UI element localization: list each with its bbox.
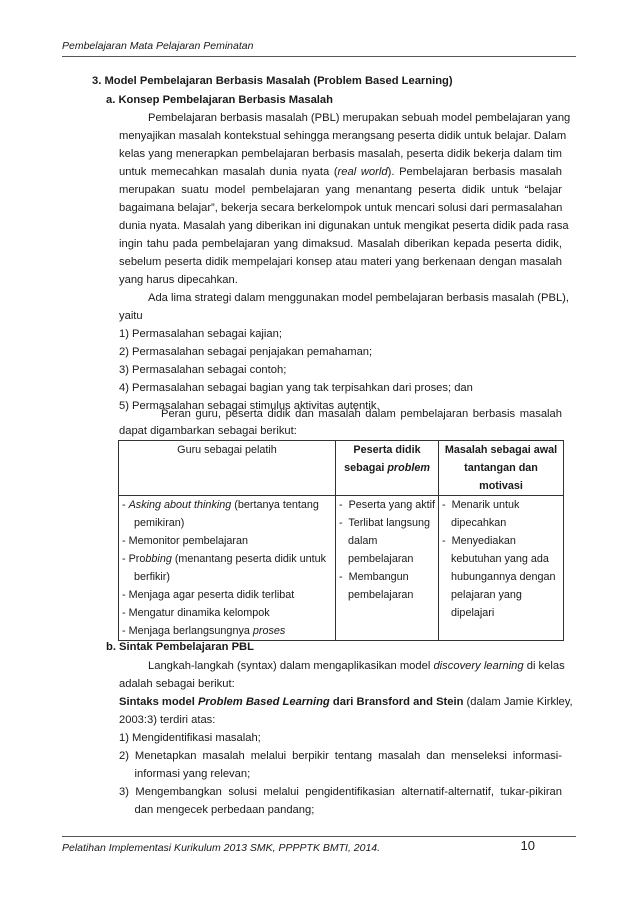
guru-role-text: berfikir): [134, 571, 170, 583]
page-footer: Pelatihan Implementasi Kurikulum 2013 SMK, PPPPTK BMTI, 2014.: [62, 842, 381, 854]
masalah-role-line: dipecahkan: [442, 517, 507, 529]
guru-role-line: [122, 550, 332, 568]
strategy-item-5: 5) Permasalahan sebagai stimulus aktivitas autentik.: [119, 400, 380, 412]
p5-bold-2: dari Bransford and Stein: [329, 696, 464, 708]
p1-line-4-text: untuk memecahkan masalah dunia nyata (: [119, 166, 338, 178]
p4-line-1: [148, 657, 565, 675]
guru-role-line: [122, 496, 332, 514]
peserta-role-line: - Membangun: [339, 571, 409, 583]
column-masalah: [439, 496, 564, 641]
guru-role-text: - Menjaga agar peserta didik terlibat: [122, 589, 295, 601]
p1-line-4-a: [119, 163, 562, 181]
guru-role-text: - Pro: [122, 553, 146, 565]
p1-line-9: sebelum peserta didik mempelajari konsep atau materi yang berkenaan dengan masalah: [119, 256, 562, 268]
page-number: 10: [520, 838, 535, 853]
header-masalah-line-2: tantangan dan motivasi: [464, 462, 538, 492]
p4-end: di kelas: [523, 660, 565, 672]
p4-plain: Langkah-langkah (syntax) dalam mengaplikasikan model: [148, 660, 434, 672]
subsection-b-heading: b. Sintak Pembelajaran PBL: [106, 641, 254, 653]
p4-line-1-inner: [148, 657, 565, 675]
p1-line-4: [119, 163, 562, 181]
step-item-2-cont: informasi yang relevan;: [119, 768, 251, 780]
header-masalah-line-1: Masalah sebagai awal: [444, 444, 558, 456]
section-heading: 3. Model Pembelajaran Berbasis Masalah (Problem Based Learning): [92, 75, 453, 87]
masalah-role-line: - Menyediakan: [442, 535, 516, 547]
masalah-role-line: pelajaran yang: [442, 589, 522, 601]
column-peserta: [336, 496, 439, 641]
p1-line-6: bagaimana belajar”, bekerja secara berkelompok untuk mencari solusi dari permasalahan: [119, 202, 563, 214]
header-divider: [62, 56, 576, 57]
p1-line-10: yang harus dipecahkan.: [119, 274, 238, 286]
p5-line-1-inner: [119, 693, 573, 711]
header-peserta-line-2: [339, 459, 435, 477]
header-peserta-plain: sebagai: [344, 462, 388, 474]
p5-line-1: [119, 693, 573, 711]
strategy-item-1: 1) Permasalahan sebagai kajian;: [119, 328, 282, 340]
guru-role-text: -: [122, 499, 129, 511]
p1-line-3: kelas yang menerapkan pembelajaran berbasis masalah, peserta didik bekerja dalam tim: [119, 148, 562, 160]
p1-line-8: ingin tahu pada pembelajaran yang dimaksud. Masalah diberikan kepada peserta didik,: [119, 238, 562, 250]
peserta-role-line: dalam: [339, 535, 378, 547]
page-header: Pembelajaran Mata Pelajaran Peminatan: [62, 40, 254, 52]
footer-divider: [62, 836, 576, 837]
p1-line-5: merupakan suatu model pembelajaran yang menantang peserta didik untuk “belajar: [119, 184, 562, 196]
guru-role-line: [122, 604, 332, 622]
p5-line-2: 2003:3) terdiri atas:: [119, 714, 216, 726]
p1-line-2: menyajikan masalah kontekstual sehingga merangsang peserta didik untuk belajar. Dalam: [119, 130, 567, 142]
header-guru-text: Guru sebagai pelatih: [177, 444, 277, 456]
peserta-role-line: - Terlibat langsung: [339, 517, 431, 529]
p2-line-1: Ada lima strategi dalam menggunakan model pembelajaran berbasis masalah (PBL),: [148, 292, 570, 304]
guru-role-line: [122, 532, 332, 550]
peserta-role-line: pembelajaran: [339, 553, 414, 565]
p1-line-7: dunia nyata. Masalah yang diberikan ini digunakan untuk mengikat peserta didik pada rasa: [119, 220, 569, 232]
column-guru: [119, 496, 336, 641]
p5-pbl: Problem Based Learning: [197, 696, 330, 708]
guru-role-line: [122, 586, 332, 604]
subsection-a-heading: a. Konsep Pembelajaran Berbasis Masalah: [106, 94, 333, 106]
masalah-role-line: dipelajari: [442, 607, 495, 619]
strategy-item-4: 4) Permasalahan sebagai bagian yang tak terpisahkan dari proses; dan: [119, 382, 473, 394]
p5-plain: (dalam Jamie Kirkley,: [463, 696, 573, 708]
step-item-3-cont: dan mengecek perbedaan pandang;: [119, 804, 315, 816]
guru-role-italic: Asking about thinking: [128, 499, 232, 511]
peserta-role-line: - Peserta yang aktif: [339, 499, 436, 511]
guru-role-text: - Menjaga berlangsungnya: [122, 625, 253, 637]
step-item-2: 2) Menetapkan masalah melalui berpikir tentang masalah dan menseleksi informasi-: [119, 750, 562, 762]
guru-role-end: (bertanya tentang: [231, 499, 319, 511]
guru-role-text: - Memonitor pembelajaran: [122, 535, 249, 547]
table-row: [119, 496, 564, 641]
peserta-role-line: pembelajaran: [339, 589, 414, 601]
p1-line-1: Pembelajaran berbasis masalah (PBL) merupakan sebuah model pembelajaran yang: [148, 112, 571, 124]
p3-line-1: Peran guru, peserta didik dan masalah dalam pembelajaran berbasis masalah: [161, 408, 562, 420]
guru-role-italic: bbing: [145, 553, 172, 565]
strategy-item-2: 2) Permasalahan sebagai penjajakan pemahaman;: [119, 346, 373, 358]
header-peserta: [336, 441, 439, 496]
masalah-role-line: - Menarik untuk: [442, 499, 520, 511]
step-item-3: 3) Mengembangkan solusi melalui pengidentifikasian alternatif-alternatif, tukar-pikiran: [119, 786, 562, 798]
roles-table: [118, 440, 564, 641]
table-header-row: [119, 441, 564, 496]
guru-role-text: - Mengatur dinamika kelompok: [122, 607, 270, 619]
p1-line-4-end: ). Pembelajaran berbasis masalah: [387, 166, 562, 178]
p1-real-world: real world: [337, 166, 388, 178]
masalah-role-line: hubungannya dengan: [442, 571, 556, 583]
p4-line-2: adalah sebagai berikut:: [119, 678, 235, 690]
header-peserta-line-1: Peserta didik: [353, 444, 421, 456]
guru-role-end: (menantang peserta didik untuk: [171, 553, 327, 565]
header-masalah: [439, 441, 564, 496]
header-guru: [119, 441, 336, 496]
guru-role-line: [122, 568, 332, 586]
masalah-role-line: kebutuhan yang ada: [442, 553, 549, 565]
step-item-1: 1) Mengidentifikasi masalah;: [119, 732, 261, 744]
strategy-item-3: 3) Permasalahan sebagai contoh;: [119, 364, 287, 376]
header-peserta-italic: problem: [387, 462, 430, 474]
guru-role-line: [122, 514, 332, 532]
p5-bold-1: Sintaks model: [119, 696, 198, 708]
guru-role-text: pemikiran): [134, 517, 185, 529]
p4-discovery-learning: discovery learning: [433, 660, 524, 672]
p3-line-2: dapat digambarkan sebagai berikut:: [119, 425, 297, 437]
guru-role-italic: proses: [252, 625, 286, 637]
p2-line-2: yaitu: [119, 310, 143, 322]
